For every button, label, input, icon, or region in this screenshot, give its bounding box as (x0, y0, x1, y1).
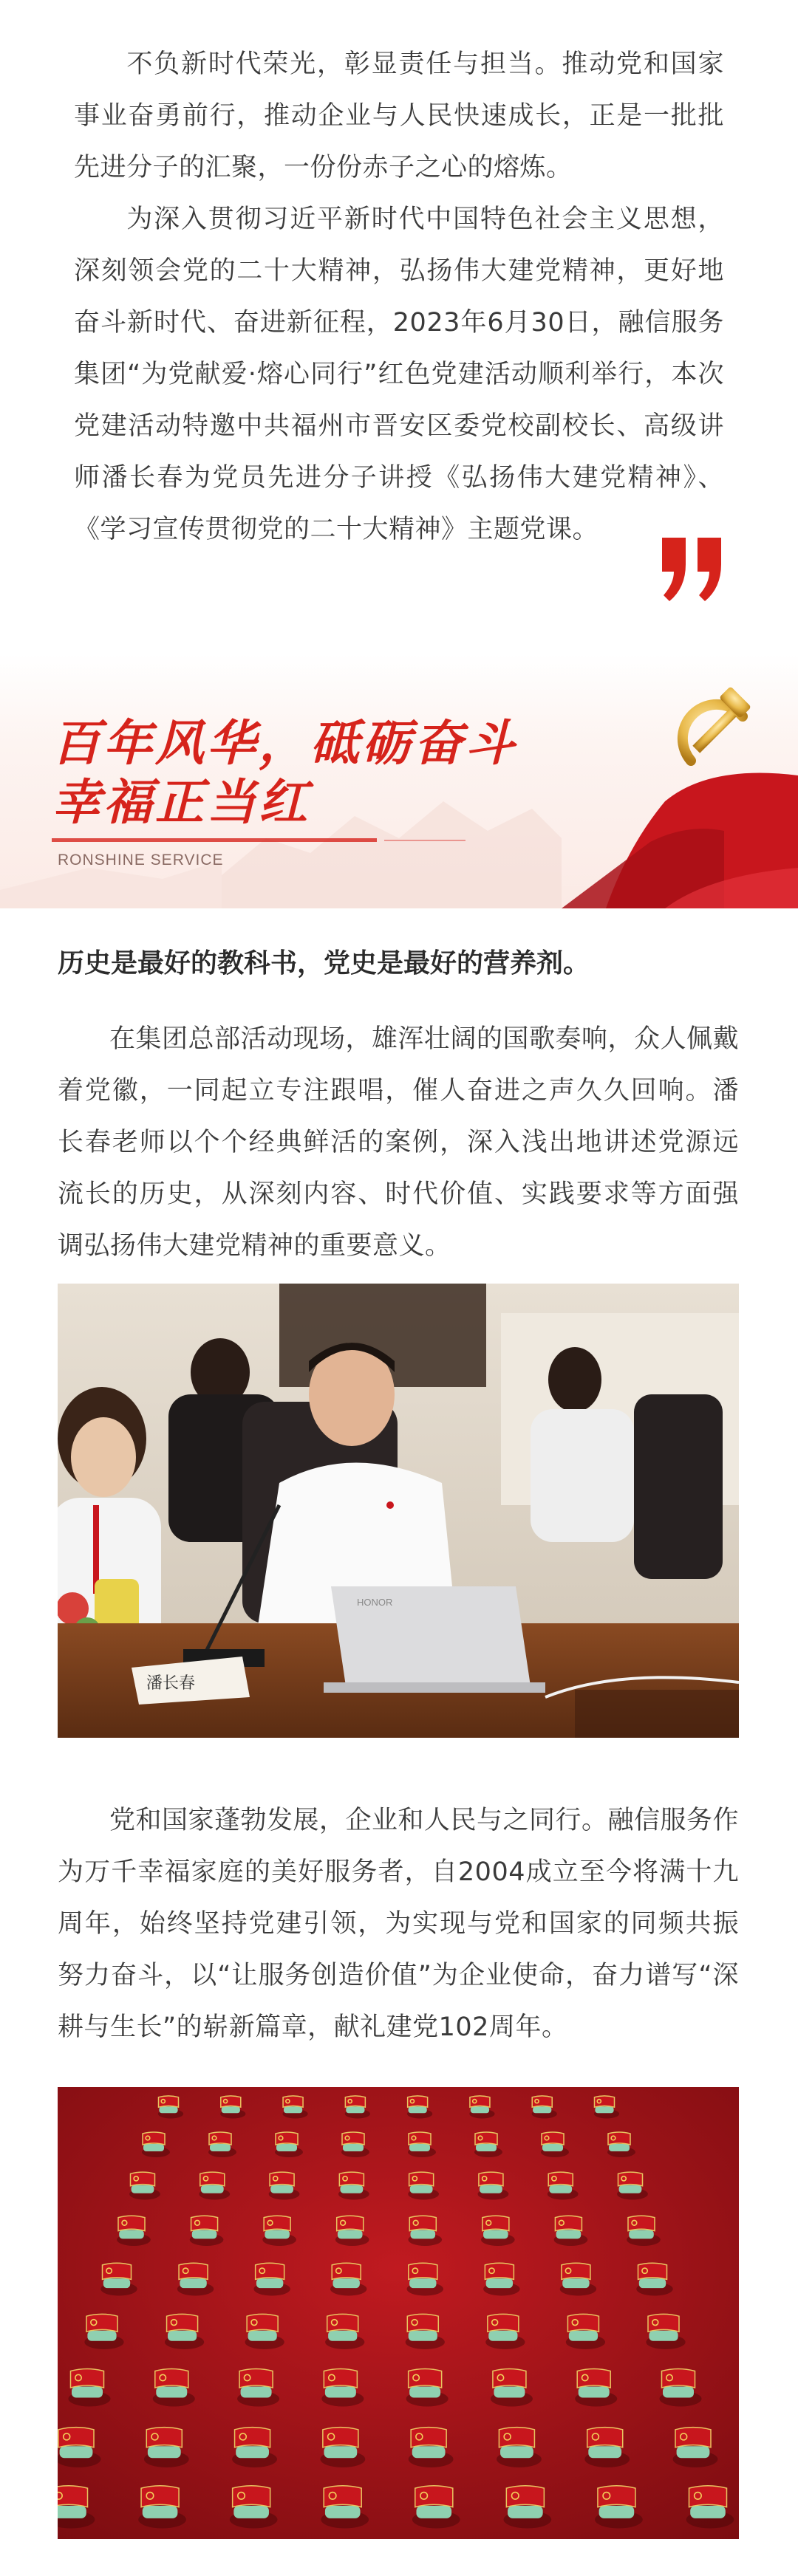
party-badges-photo (58, 2087, 739, 2539)
party-badge-icon (84, 2314, 123, 2349)
party-badge-icon (321, 2369, 364, 2407)
closing-quote-icon (656, 535, 730, 609)
laptop-brand: HONOR (357, 1597, 393, 1608)
party-badge-icon (165, 2314, 204, 2349)
lecture-photo (58, 1284, 739, 1738)
party-badge-icon (406, 2369, 449, 2407)
anniversary-paragraph: 党和国家蓬勃发展，企业和人民与之同行。融信服务作为万千幸福家庭的美好服务者，自2004成立至今将满十九周年，始终坚持党建引领，为实现与党和国家的同频共振努力奋斗，以“让服务创造价值”为企业使命，奋力谱写“深耕与生长”的崭新篇章，献礼建党102周年。 (58, 1806, 740, 2042)
party-badge-icon (566, 2314, 605, 2349)
party-badge-icon (412, 2486, 460, 2529)
theme-banner (0, 654, 798, 908)
lecture-photo-illustration (58, 1284, 739, 1738)
event-paragraph: 为深入贯彻习近平新时代中国特色社会主义思想，深刻领会党的二十大精神，弘扬伟大建党精神，更好地奋斗新时代、奋进新征程，2023年6月30日，融信服务集团“为党献爱·熔心同行”红色党建活动顺利举行，本次党建活动特邀中共福州市晋安区委党校副校长、高级讲师潘长春为党员先进分子讲授《弘扬伟大建党精神》、《学习宣传贯彻党的二十大精神》主题党课。 (74, 205, 724, 544)
party-emblem-icon (669, 687, 765, 783)
party-badge-icon (69, 2369, 111, 2407)
party-badge-icon (232, 2428, 277, 2467)
party-badge-icon (406, 2314, 445, 2349)
party-badge-icon (245, 2314, 284, 2349)
party-badge-icon (58, 2428, 100, 2467)
party-badge-icon (325, 2314, 364, 2349)
party-badge-icon (491, 2369, 533, 2407)
badges-illustration (58, 2087, 739, 2539)
party-badge-icon (660, 2369, 702, 2407)
party-badge-icon (320, 2428, 365, 2467)
party-badge-icon (144, 2428, 189, 2467)
party-badge-icon (321, 2486, 369, 2529)
party-badge-icon (673, 2428, 718, 2467)
banner-subtitle: RONSHINE SERVICE (58, 852, 224, 869)
venue-paragraph: 在集团总部活动现场，雄浑壮阔的国歌奏响，众人佩戴着党徽，一同起立专注跟唱，催人奋进之声久久回响。潘长春老师以个个经典鲜活的案例，深入浅出地讲述党源远流长的历史，从深刻内容、时代价值、实践要求等方面强调弘扬伟大建党精神的重要意义。 (58, 1024, 740, 1261)
party-badge-icon (497, 2428, 542, 2467)
speaker-nameplate: 潘长春 (146, 1674, 196, 1693)
party-badge-icon (237, 2369, 279, 2407)
banner-title-line1: 百年风华，砥砺奋斗 (52, 715, 517, 772)
party-badge-icon (153, 2369, 195, 2407)
party-badge-icon (575, 2369, 617, 2407)
lead-sentence: 历史是最好的教科书，党史是最好的营养剂。 (58, 948, 590, 979)
party-badge-icon (686, 2486, 734, 2529)
intro-paragraph: 不负新时代荣光，彰显责任与担当。推动党和国家事业奋勇前行，推动企业与人民快速成长，正是一批批先进分子的汇聚，一份份赤子之心的熔炼。 (74, 49, 724, 182)
party-badge-icon (595, 2486, 643, 2529)
party-badge-icon (646, 2314, 685, 2349)
party-badge-icon (409, 2428, 454, 2467)
party-badge-icon (485, 2314, 525, 2349)
party-badge-icon (504, 2486, 552, 2529)
banner-title-line2: 幸福正当红 (52, 774, 310, 831)
party-badge-icon (138, 2486, 186, 2529)
party-badge-icon (230, 2486, 278, 2529)
party-badge-icon (584, 2428, 630, 2467)
